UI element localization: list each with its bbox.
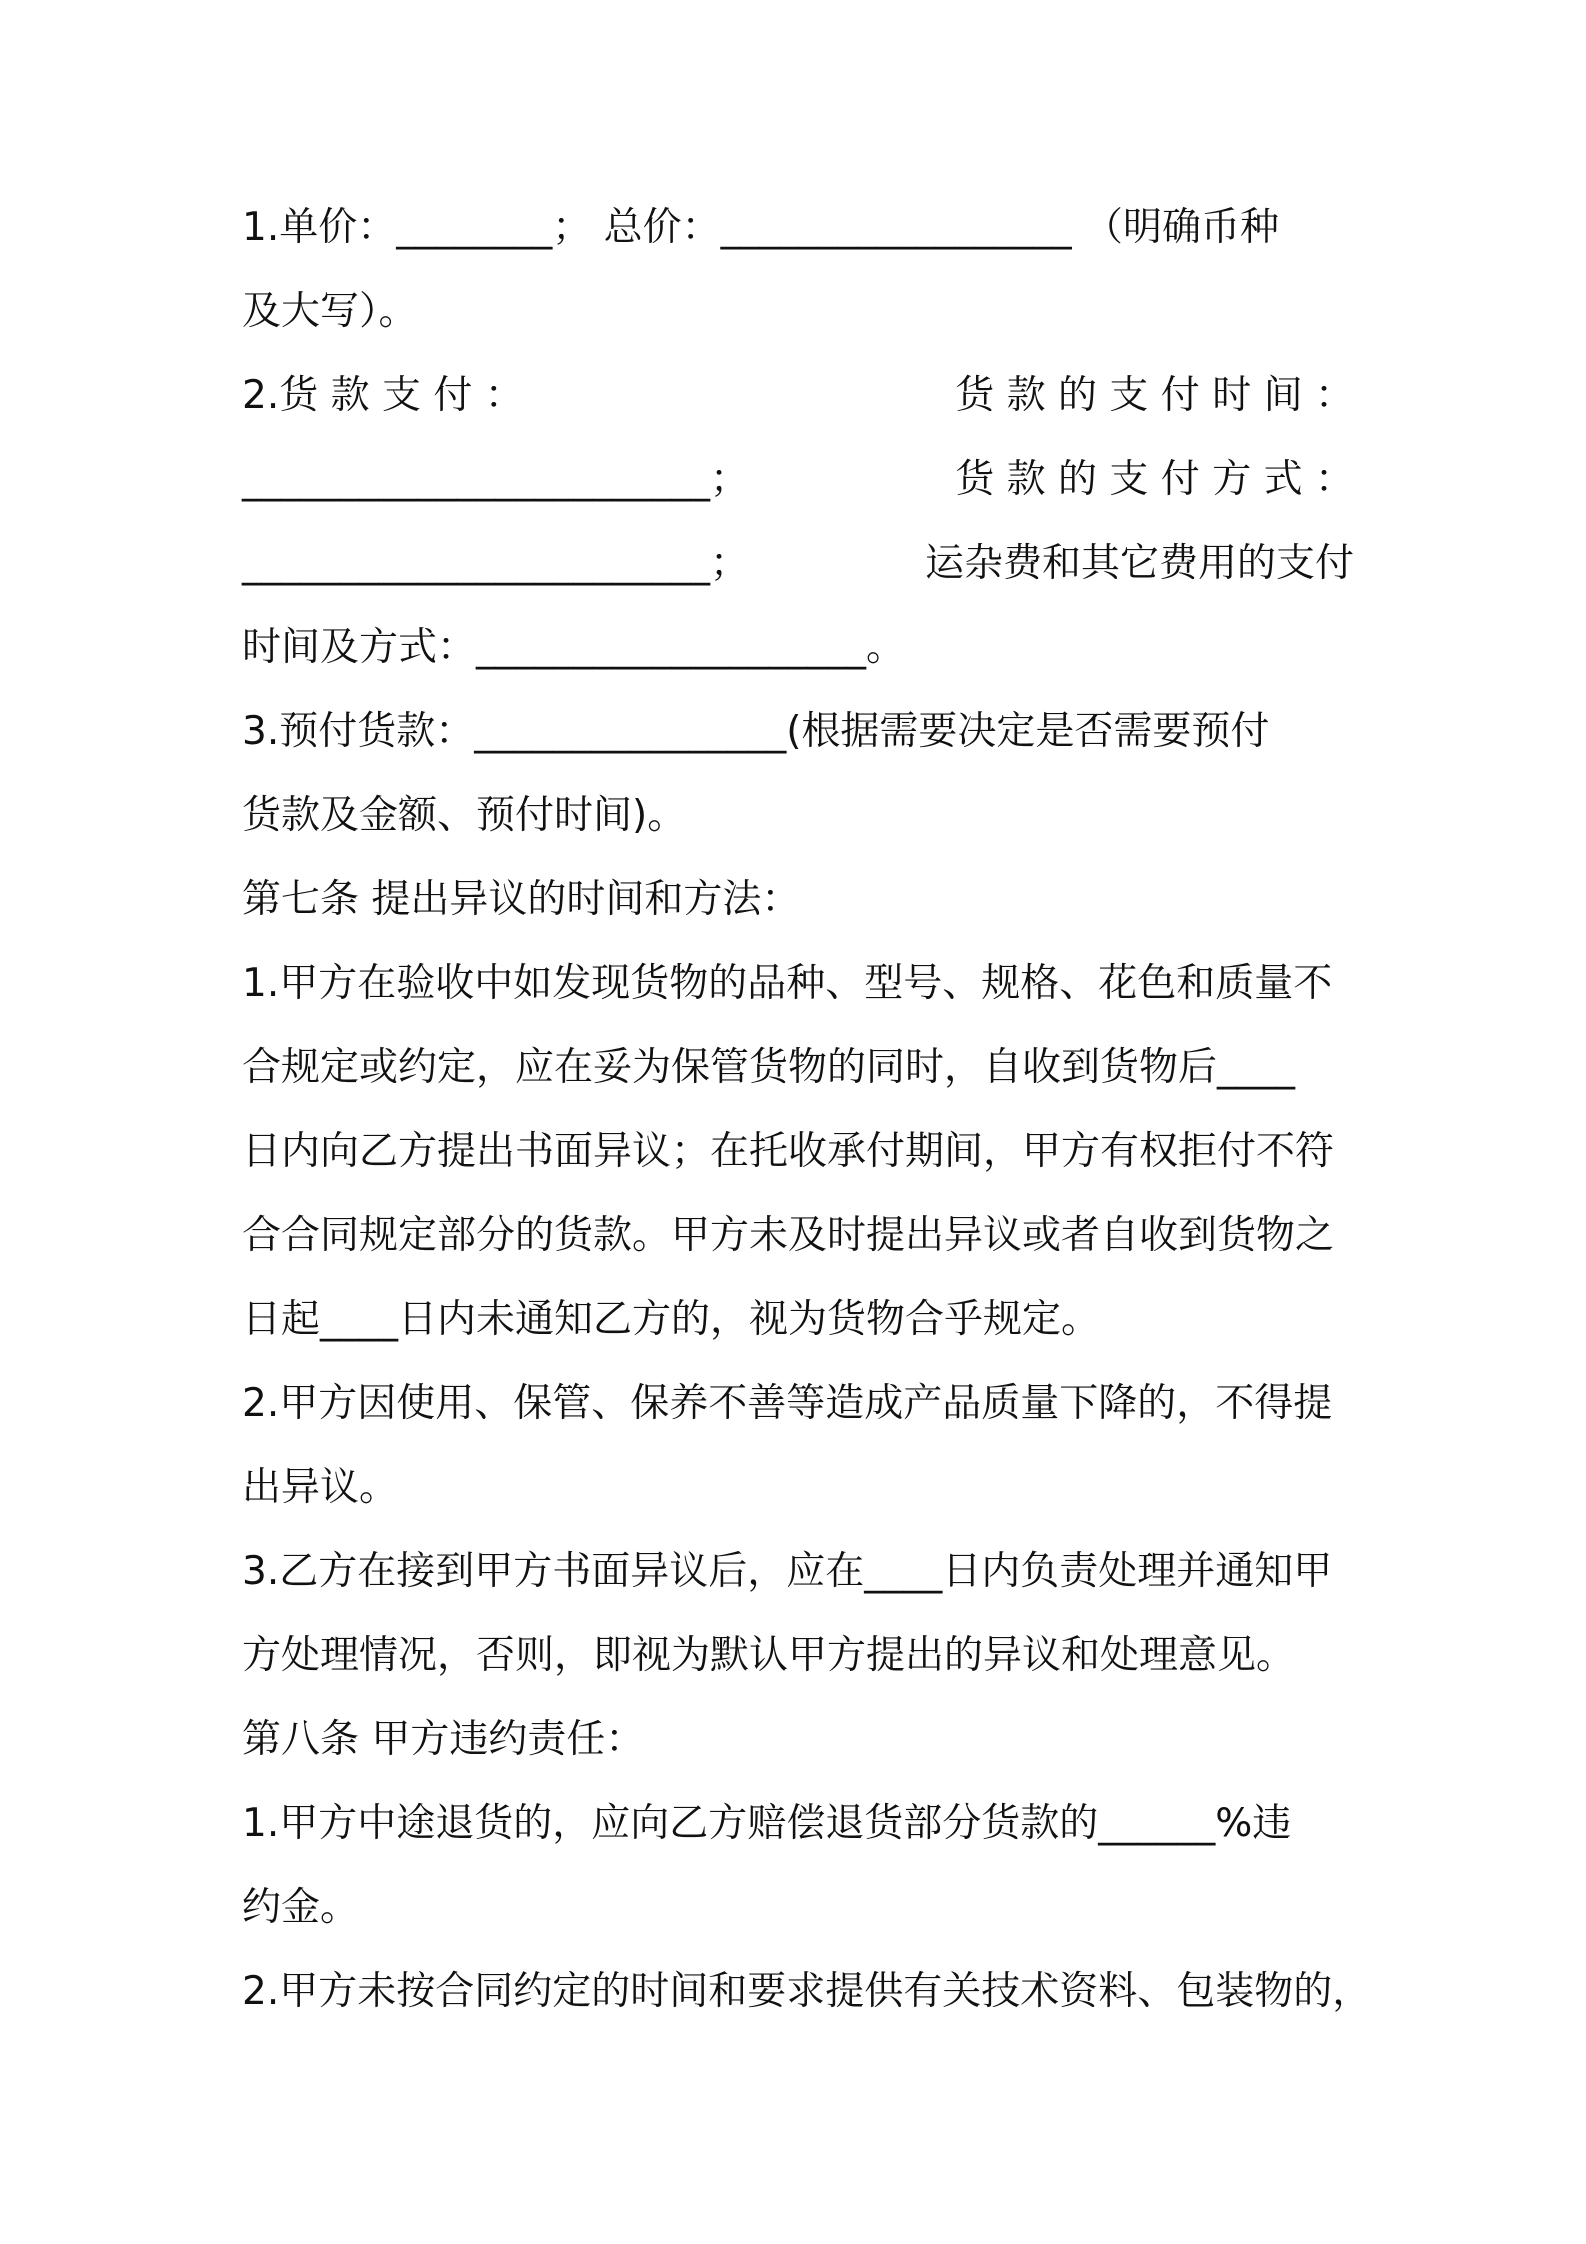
- text-line: 方处理情况，否则，即视为默认甲方提出的异议和处理意见。: [242, 1633, 1296, 1678]
- text-line-split: [242, 354, 1354, 438]
- text-segment: 货 款 的 支 付 时 间 ：: [955, 373, 1354, 418]
- text-line: 3.预付货款：________________(根据需要决定是否需要预付: [242, 709, 1270, 754]
- text-line: 1.单价：________； 总价：__________________ （明确币种: [242, 205, 1280, 250]
- text-line: 1.甲方中途退货的，应向乙方赔偿退货部分货款的______%违: [242, 1801, 1292, 1846]
- section-heading: 第八条 甲方违约责任：: [242, 1717, 645, 1762]
- section-heading: 第七条 提出异议的时间和方法：: [242, 877, 801, 922]
- text-line: 时间及方式：____________________。: [242, 625, 906, 670]
- text-line: 货款及金额、预付时间)。: [242, 793, 687, 838]
- text-line: 出异议。: [242, 1465, 399, 1510]
- text-line: 1.甲方在验收中如发现货物的品种、型号、规格、花色和质量不: [242, 961, 1333, 1006]
- text-segment: 2.货 款 支 付 ：: [242, 373, 524, 418]
- text-line: 日内向乙方提出书面异议；在托收承付期间，甲方有权拒付不符: [242, 1129, 1335, 1174]
- text-line: 约金。: [242, 1885, 360, 1930]
- text-line: 3.乙方在接到甲方书面异议后，应在____日内负责处理并通知甲: [242, 1549, 1333, 1594]
- text-line: 合规定或约定，应在妥为保管货物的同时，自收到货物后____: [242, 1045, 1296, 1090]
- text-line-split: [242, 522, 1354, 606]
- text-line: 及大写）。: [242, 289, 418, 334]
- text-line: 2.甲方未按合同约定的时间和要求提供有关技术资料、包装物的，: [242, 1969, 1372, 2014]
- text-line: 合合同规定部分的货款。甲方未及时提出异议或者自收到货物之: [242, 1213, 1335, 1258]
- text-line-split: [242, 438, 1354, 522]
- text-segment: ________________________；: [242, 541, 750, 586]
- text-line: 日起____日内未通知乙方的，视为货物合乎规定。: [242, 1297, 1101, 1342]
- text-segment: 货 款 的 支 付 方 式 ：: [955, 457, 1354, 502]
- text-segment: 运杂费和其它费用的支付: [924, 541, 1354, 586]
- text-line: 2.甲方因使用、保管、保养不善等造成产品质量下降的，不得提: [242, 1381, 1333, 1426]
- text-segment: ________________________；: [242, 457, 750, 502]
